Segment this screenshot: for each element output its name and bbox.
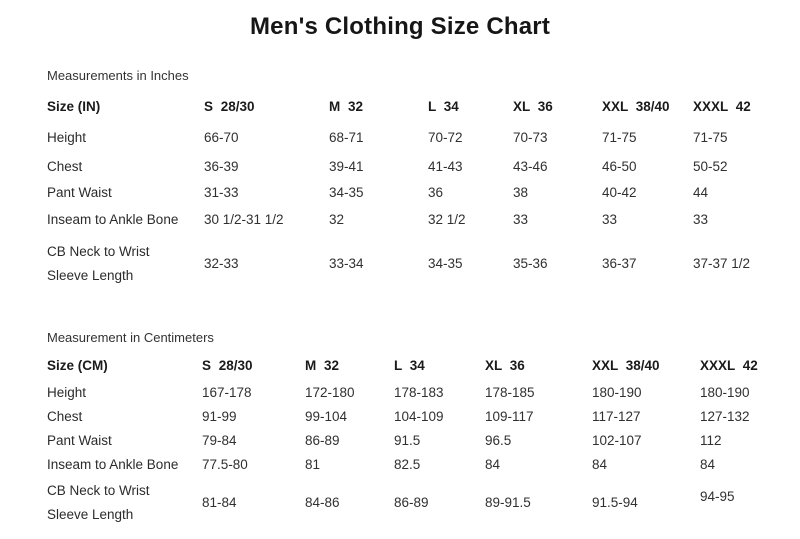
row-label: Height [47,129,87,145]
table-cell: 40-42 [602,185,637,200]
col-header-m: M 32 [305,357,340,373]
row-label: Pant Waist [47,433,112,448]
table-cell: 44 [693,185,709,200]
col-header-m: M 32 [329,99,364,114]
row-label: Pant Waist [47,185,112,200]
table-cell: 77.5-80 [202,457,248,472]
table-cell: 94-95 [700,489,735,504]
row-label: CB Neck to Wrist Sleeve Length [47,244,150,283]
table-cell: 31-33 [204,185,239,200]
table-cell: 35-36 [513,256,548,271]
table-cell: 180-190 [700,385,750,400]
table-cell: 66-70 [204,129,239,145]
col-header-s: S 28/30 [202,357,253,373]
cm-size-table [47,350,763,529]
table-cell: 91-99 [202,409,237,424]
table-cell: 37-37 1/2 [693,256,751,271]
table-cell: 33 [602,211,618,227]
col-header-xl: XL 36 [485,357,525,373]
table-cell: 70-73 [513,129,548,145]
table-cell: 33-34 [329,256,364,271]
table-cell: 180-190 [592,385,642,400]
table-cell: 81-84 [202,495,237,510]
table-cell: 36 [428,185,444,200]
table-cell: 68-71 [329,129,364,145]
table-cell: 39-41 [329,158,364,174]
table-cell: 30 1/2-31 1/2 [204,211,284,227]
table-cell: 34-35 [428,256,463,271]
table-row-cb-neck-sleeve [47,477,763,529]
col-header-l: L 34 [394,357,425,373]
table-cell: 84 [485,457,501,472]
row-label: Inseam to Ankle Bone [47,211,179,227]
row-label: Inseam to Ankle Bone [47,457,179,472]
table-cell: 32-33 [204,256,239,271]
row-label: Chest [47,409,83,424]
table-cell: 38 [513,185,529,200]
col-header-s: S 28/30 [204,99,255,114]
page-title: Men's Clothing Size Chart [249,13,551,40]
col-header-xl: XL 36 [513,99,553,114]
table-cell: 89-91.5 [485,495,531,510]
table-cell: 109-117 [485,409,534,424]
table-cell: 41-43 [428,158,463,174]
table-cell: 84 [592,457,608,472]
inches-section-subtitle: Measurements in Inches [47,68,189,83]
table-cell: 127-132 [700,409,750,424]
table-cell: 112 [700,433,722,448]
table-cell: 172-180 [305,385,355,400]
row-label: Height [47,385,87,400]
table-cell: 99-104 [305,409,348,424]
table-cell: 82.5 [394,457,421,472]
table-cell: 36-37 [602,256,637,271]
table-cell: 86-89 [394,495,429,510]
table-row-chest [47,152,763,181]
table-cell: 32 [329,211,345,227]
table-row-cb-neck-sleeve [47,234,763,294]
col-header-xxxl: XXXL 42 [700,357,758,373]
table-cell: 91.5-94 [592,495,638,510]
table-cell: 50-52 [693,158,728,174]
row-label: CB Neck to Wrist Sleeve Length [47,483,150,522]
inches-size-table [47,91,763,294]
col-header-size-in: Size (IN) [47,99,101,114]
cm-section-subtitle: Measurement in Centimeters [47,330,214,345]
table-cell: 96.5 [485,433,512,448]
table-cell: 84-86 [305,495,340,510]
table-cell: 71-75 [602,129,637,145]
col-header-size-cm: Size (CM) [47,357,108,373]
table-row-chest [47,405,763,429]
table-cell: 81 [305,457,321,472]
table-cell: 79-84 [202,433,237,448]
table-cell: 36-39 [204,158,239,174]
table-cell: 46-50 [602,158,637,174]
col-header-l: L 34 [428,99,459,114]
table-cell: 167-178 [202,385,252,400]
table-cell: 84 [700,457,716,472]
table-cell: 91.5 [394,433,421,448]
table-cell: 32 1/2 [428,211,466,227]
inches-header-row [47,91,763,123]
row-label: Chest [47,158,83,174]
table-row-height [47,123,763,152]
table-cell: 178-183 [394,385,444,400]
table-cell: 104-109 [394,409,444,424]
col-header-xxxl: XXXL 42 [693,99,751,114]
table-cell: 70-72 [428,129,463,145]
table-row-pant-waist [47,429,763,453]
table-cell: 117-127 [592,409,641,424]
table-row-pant-waist [47,181,763,205]
table-row-inseam [47,205,763,234]
table-cell: 86-89 [305,433,340,448]
table-cell: 43-46 [513,158,548,174]
table-cell: 34-35 [329,185,364,200]
col-header-xxl: XXL 38/40 [592,357,660,373]
table-cell: 71-75 [693,129,728,145]
table-row-inseam [47,453,763,477]
table-cell: 33 [513,211,529,227]
table-cell: 102-107 [592,433,642,448]
table-cell: 33 [693,211,709,227]
table-row-height [47,381,763,405]
table-cell: 178-185 [485,385,535,400]
cm-header-row [47,350,763,381]
col-header-xxl: XXL 38/40 [602,99,670,114]
